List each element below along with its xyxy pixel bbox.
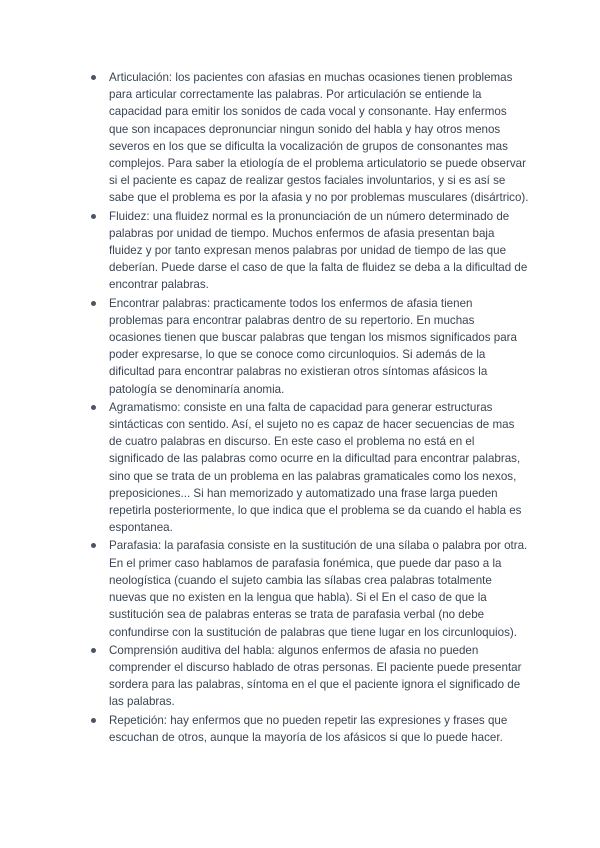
list-item-text: Fluidez: una fluidez normal es la pronunciación de un número determinado de palabras por unidad de tiempo. Muchos enfermos de afasia presentan baja fluidez y por tanto expresan menos palabras por unidad de tiempo de las que deberían. Puede darse el caso de que la falta de fluidez se deba a la dificultad de encontrar palabras. <box>109 209 528 292</box>
bullet-icon <box>91 301 96 306</box>
bullet-icon <box>91 718 96 723</box>
bullet-icon <box>91 648 96 653</box>
bullet-icon <box>91 75 96 80</box>
symptom-list <box>0 69 529 746</box>
list-item-agramatismo <box>109 399 529 537</box>
bullet-icon <box>91 214 96 219</box>
list-item-text: Comprensión auditiva del habla: algunos enfermos de afasia no pueden comprender el discurso hablado de otras personas. El paciente puede presentar sordera para las palabras, síntoma en el que el paciente ignora el significado de las palabras. <box>109 643 522 709</box>
list-item-text: Parafasia: la parafasia consiste en la sustitución de una sílaba o palabra por otra. En el primer caso hablamos de parafasia fonémica, que puede dar paso a la neologística (cuando el sujeto cambia las sílabas crea palabras totalmente nuevas que no existen en la lengua que habla). Si el En el caso de que la sustitución sea de palabras enteras se trata de parafasia verbal (no debe confundirse con la sustitución de palabras que tiene lugar en los circunloquios). <box>109 539 528 639</box>
list-item-parafasia <box>109 537 529 640</box>
list-item-text: Encontrar palabras: practicamente todos los enfermos de afasia tienen problemas para encontrar palabras dentro de su repertorio. En muchas ocasiones tienen que buscar palabras que tengan los mismos significados para poder expresarse, lo que se conoce como circunloquios. Si además de la dificultad para encontrar palabras no existieran otros síntomas afásicos la patología se denominaría anomia. <box>109 296 517 396</box>
bullet-icon <box>91 405 96 410</box>
list-item-comprension-auditiva <box>109 642 529 711</box>
list-item-repeticion <box>109 712 529 746</box>
list-item-fluidez <box>109 208 529 294</box>
list-item-text: Repetición: hay enfermos que no pueden repetir las expresiones y frases que escuchan de otros, aunque la mayoría de los afásicos si que lo puede hacer. <box>109 713 508 744</box>
bullet-icon <box>91 543 96 548</box>
list-item-encontrar-palabras <box>109 295 529 398</box>
list-item-text: Articulación: los pacientes con afasias en muchas ocasiones tienen problemas para articular correctamente las palabras. Por articulación se entiende la capacidad para emitir los sonidos de cada vocal y consonante. Hay enfermos que son incapaces depronunciar ningun sonido del habla y hay otros menos severos en los que se dificulta la vocalización de grupos de consonantes mas complejos. Para saber la etiología de el problema articulatorio se puede observar si el paciente es capaz de realizar gestos faciales involuntarios, y si es así se sabe que el problema es por la afasia y no por problemas musculares (disártrico). <box>109 71 529 205</box>
list-item-text: Agramatismo: consiste en una falta de capacidad para generar estructuras sintácticas con sentido. Así, el sujeto no es capaz de hacer secuencias de mas de cuatro palabras en discurso. En este caso el problema no está en el significado de las palabras como ocurre en la dificultad para encontrar palabras, sino que se trata de un problema en las palabras gramaticales como los nexos, preposiciones... Si han memorizado y automatizado una frase larga pueden repetirla posteriormente, lo que indica que el problema se da cuando el habla es espontanea. <box>109 400 522 535</box>
list-item-articulacion <box>109 69 529 207</box>
